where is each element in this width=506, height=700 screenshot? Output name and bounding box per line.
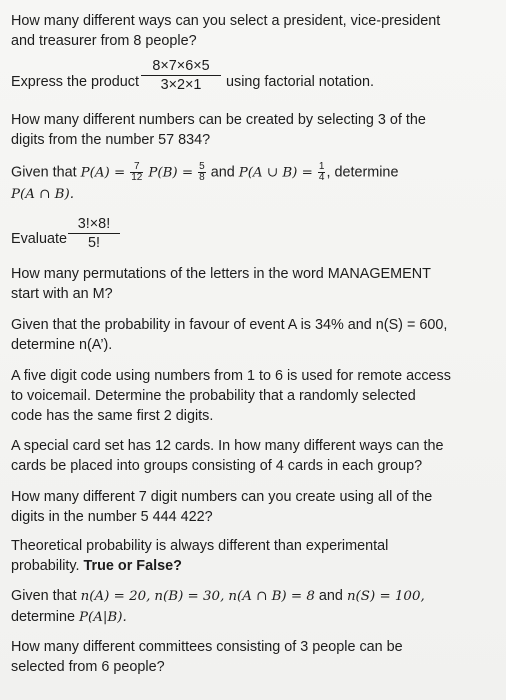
- worksheet-page: How many different ways can you select a president, vice-president and treasurer from 8 people? Express the product $\frac{8\times 7\times 6\times 5}{3\times 2\times 1}$ using factorial notation. How many different numbers can be created by selecting 3 of the digits from the number 57 834? Given that P(A) = $\frac{7}{12}$ P(B) = $\frac{5}{8}$ and P(A ∪ B) = $\frac{1}{4}$ , determine P(A ∩ B). Evaluate $\frac{3!\times 8!}{5!}$ How many permutations of the letters in the word MANAGEMENT start with an M? Given that the probability in favour of event A is 34% and n(S) = 600, determine n(A’). A five digit code using numbers from 1 to 6 is used for remote access to voicemail. Determine the probability that a randomly selected code has the same first 2 digits. A special card set has 12 cards. In how many different ways can the cards be placed into groups consisting of 4 cards in each group? How many different 7 digit numbers can you create using all of the digits in the number 5 444 422? Theoretical probability is always different than experimental probability. True or False? Given that n(A) = 20, n(B) = 30, n(A ∩ B) = 8 and n(S) = 100, determine P(A|B). How many different committees consisting of 3 people can be selected from 6 people?: [0, 0, 506, 700]
- question-president-selection: How many different ways can you select a president, vice-president and treasurer from 8 people?: [11, 13, 441, 49]
- fraction-seven-twelfths: $\frac{7}{12}$: [131, 161, 143, 183]
- question-probability-intersection: Given that P(A) = $\frac{7}{12}$ P(B) = $\frac{5}{8}$ and P(A ∪ B) = $\frac{1}{4}$ , determine P(A ∩ B).: [11, 161, 399, 203]
- question-five-digit-code: A five digit code using numbers from 1 to 6 is used for remote access to voicemail. Determine the probability that a randomly selected code has the same first 2 digits.: [11, 368, 451, 424]
- question-theoretical-probability: Theoretical probability is always different than experimental probability. True or False?: [11, 538, 389, 574]
- question-card-groups: A special card set has 12 cards. In how many different ways can the cards be placed into groups consisting of 4 cards in each group?: [11, 438, 444, 474]
- question-digit-selection: How many different numbers can be created by selecting 3 of the digits from the number 57 834?: [11, 112, 426, 148]
- question-permutations-management: How many permutations of the letters in the word MANAGEMENT start with an M?: [11, 266, 431, 302]
- question-seven-digit-numbers: How many different 7 digit numbers can you create using all of the digits in the number 5 444 422?: [11, 489, 433, 525]
- question-committees: How many different committees consisting of 3 people can be selected from 6 people?: [11, 639, 403, 675]
- question-complement-event: Given that the probability in favour of event A is 34% and n(S) = 600, determine n(A’).: [11, 317, 448, 353]
- fraction-five-eighths: $\frac{5}{8}$: [199, 161, 205, 183]
- fraction-one-quarter: $\frac{1}{4}$: [318, 161, 325, 183]
- product-fraction: $\frac{8\times 7\times 6\times 5}{3\times 2\times 1}$: [141, 57, 221, 94]
- factorial-fraction: $\frac{3!\times 8!}{5!}$: [68, 215, 120, 252]
- question-conditional-probability: Given that n(A) = 20, n(B) = 30, n(A ∩ B) = 8 and n(S) = 100, determine P(A|B).: [11, 588, 425, 625]
